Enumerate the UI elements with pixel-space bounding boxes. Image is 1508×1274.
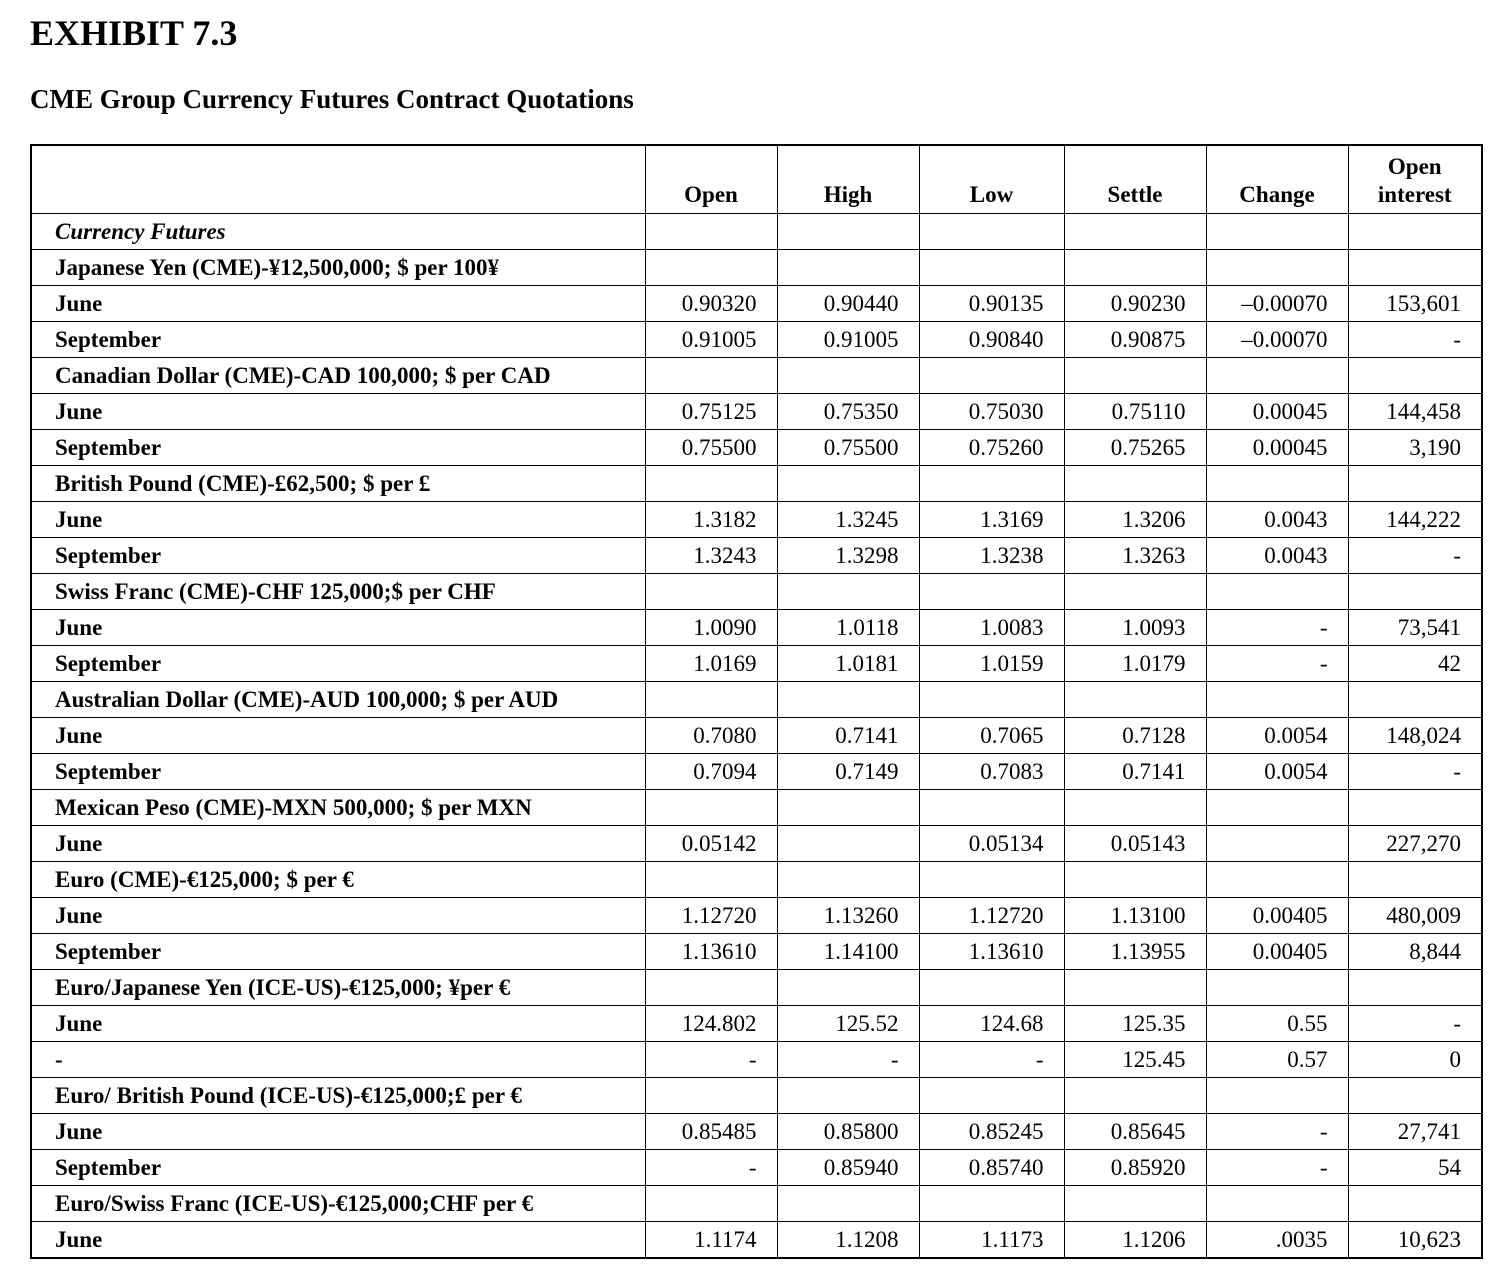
settle-cell (1064, 574, 1206, 610)
settle-cell: 0.7141 (1064, 754, 1206, 790)
open-cell: 0.05142 (645, 826, 777, 862)
header-open: Open (645, 145, 777, 214)
empty-cell (1206, 214, 1348, 250)
header-change: Change (1206, 145, 1348, 214)
change-cell (1206, 790, 1348, 826)
open-cell: 1.12720 (645, 898, 777, 934)
open-cell: 0.85485 (645, 1114, 777, 1150)
change-cell: - (1206, 1150, 1348, 1186)
settle-cell: 0.90230 (1064, 286, 1206, 322)
settle-cell: 1.1206 (1064, 1222, 1206, 1259)
table-row (31, 718, 1482, 754)
header-open-interest-line1: Open (1387, 154, 1442, 179)
row-label-cell: Japanese Yen (CME)-¥12,500,000; $ per 100¥ (31, 250, 645, 286)
settle-cell: 0.90875 (1064, 322, 1206, 358)
low-cell (919, 1078, 1064, 1114)
change-cell (1206, 358, 1348, 394)
low-cell: 0.90135 (919, 286, 1064, 322)
low-cell (919, 250, 1064, 286)
change-cell (1206, 682, 1348, 718)
table-row (31, 1150, 1482, 1186)
settle-cell: 1.0093 (1064, 610, 1206, 646)
row-label-cell: Euro/Swiss Franc (ICE-US)-€125,000;CHF per € (31, 1186, 645, 1222)
low-cell: 1.1173 (919, 1222, 1064, 1259)
table-row (31, 1114, 1482, 1150)
table-row (31, 610, 1482, 646)
row-label-cell: Swiss Franc (CME)-CHF 125,000;$ per CHF (31, 574, 645, 610)
high-cell: 1.1208 (777, 1222, 919, 1259)
table-row (31, 286, 1482, 322)
row-label-cell: September (31, 322, 645, 358)
table-row (31, 646, 1482, 682)
high-cell: 0.85800 (777, 1114, 919, 1150)
open-interest-cell (1348, 862, 1482, 898)
row-label-cell: - (31, 1042, 645, 1078)
settle-cell: 0.85645 (1064, 1114, 1206, 1150)
change-cell: 0.00045 (1206, 430, 1348, 466)
high-cell: 1.0118 (777, 610, 919, 646)
change-cell: 0.0043 (1206, 502, 1348, 538)
open-interest-cell: 144,222 (1348, 502, 1482, 538)
high-cell: 0.7149 (777, 754, 919, 790)
settle-cell: 125.45 (1064, 1042, 1206, 1078)
low-cell: 1.3238 (919, 538, 1064, 574)
table-row (31, 538, 1482, 574)
low-cell: 1.3169 (919, 502, 1064, 538)
open-interest-cell: 153,601 (1348, 286, 1482, 322)
open-cell (645, 466, 777, 502)
open-cell: 0.75125 (645, 394, 777, 430)
low-cell: 0.7065 (919, 718, 1064, 754)
open-cell: 1.1174 (645, 1222, 777, 1259)
low-cell: - (919, 1042, 1064, 1078)
settle-cell: 0.85920 (1064, 1150, 1206, 1186)
change-cell: - (1206, 1114, 1348, 1150)
open-interest-cell: 42 (1348, 646, 1482, 682)
open-cell (645, 250, 777, 286)
table-row (31, 682, 1482, 718)
high-cell: 0.85940 (777, 1150, 919, 1186)
high-cell (777, 826, 919, 862)
high-cell (777, 250, 919, 286)
table-row (31, 466, 1482, 502)
open-cell: 1.0169 (645, 646, 777, 682)
low-cell: 0.90840 (919, 322, 1064, 358)
change-cell: –0.00070 (1206, 322, 1348, 358)
table-row (31, 1042, 1482, 1078)
settle-cell: 0.75265 (1064, 430, 1206, 466)
open-cell: 0.7080 (645, 718, 777, 754)
high-cell: 1.3245 (777, 502, 919, 538)
low-cell: 1.0083 (919, 610, 1064, 646)
open-cell: 1.0090 (645, 610, 777, 646)
row-label-cell: June (31, 826, 645, 862)
low-cell: 0.7083 (919, 754, 1064, 790)
empty-cell (1064, 214, 1206, 250)
high-cell: 0.75350 (777, 394, 919, 430)
open-interest-cell: - (1348, 322, 1482, 358)
high-cell (777, 790, 919, 826)
settle-cell: 1.13955 (1064, 934, 1206, 970)
change-cell: - (1206, 610, 1348, 646)
high-cell (777, 358, 919, 394)
high-cell: 1.13260 (777, 898, 919, 934)
high-cell (777, 466, 919, 502)
table-row (31, 790, 1482, 826)
high-cell: 0.91005 (777, 322, 919, 358)
low-cell: 0.75260 (919, 430, 1064, 466)
table-row (31, 394, 1482, 430)
change-cell: 0.00405 (1206, 898, 1348, 934)
header-low: Low (919, 145, 1064, 214)
header-settle: Settle (1064, 145, 1206, 214)
low-cell (919, 1186, 1064, 1222)
table-row (31, 1006, 1482, 1042)
open-cell: 0.75500 (645, 430, 777, 466)
settle-cell: 1.3263 (1064, 538, 1206, 574)
table-row (31, 862, 1482, 898)
high-cell: 1.14100 (777, 934, 919, 970)
open-cell (645, 358, 777, 394)
table-row (31, 1078, 1482, 1114)
open-interest-cell: 27,741 (1348, 1114, 1482, 1150)
change-cell (1206, 862, 1348, 898)
open-interest-cell: 148,024 (1348, 718, 1482, 754)
settle-cell (1064, 466, 1206, 502)
open-interest-cell: - (1348, 538, 1482, 574)
row-label-cell: June (31, 610, 645, 646)
open-cell: 1.3243 (645, 538, 777, 574)
open-interest-cell: 73,541 (1348, 610, 1482, 646)
open-interest-cell (1348, 1078, 1482, 1114)
high-cell: 1.0181 (777, 646, 919, 682)
open-cell: 124.802 (645, 1006, 777, 1042)
change-cell (1206, 1186, 1348, 1222)
header-row (31, 145, 1482, 214)
settle-cell: 125.35 (1064, 1006, 1206, 1042)
row-label-cell: June (31, 286, 645, 322)
row-label-cell: September (31, 646, 645, 682)
header-open-interest (1348, 145, 1482, 214)
table-row (31, 826, 1482, 862)
table-body (31, 214, 1482, 1259)
settle-cell (1064, 682, 1206, 718)
low-cell: 0.85245 (919, 1114, 1064, 1150)
change-cell: 0.0054 (1206, 754, 1348, 790)
header-blank (31, 145, 645, 214)
open-interest-cell: 144,458 (1348, 394, 1482, 430)
table-row-caption (31, 214, 1482, 250)
low-cell: 1.0159 (919, 646, 1064, 682)
settle-cell: 1.13100 (1064, 898, 1206, 934)
open-cell: 1.13610 (645, 934, 777, 970)
open-interest-cell (1348, 358, 1482, 394)
change-cell (1206, 250, 1348, 286)
open-interest-cell: 8,844 (1348, 934, 1482, 970)
empty-cell (777, 214, 919, 250)
row-label-cell: Euro/Japanese Yen (ICE-US)-€125,000; ¥per € (31, 970, 645, 1006)
table-row (31, 1186, 1482, 1222)
change-cell (1206, 826, 1348, 862)
open-interest-cell (1348, 682, 1482, 718)
header-high: High (777, 145, 919, 214)
row-label-cell: Euro/ British Pound (ICE-US)-€125,000;£ per € (31, 1078, 645, 1114)
open-cell: 1.3182 (645, 502, 777, 538)
row-label-cell: June (31, 394, 645, 430)
low-cell: 0.85740 (919, 1150, 1064, 1186)
row-label-cell: June (31, 1114, 645, 1150)
open-cell (645, 970, 777, 1006)
settle-cell (1064, 358, 1206, 394)
low-cell (919, 790, 1064, 826)
change-cell (1206, 466, 1348, 502)
table-row (31, 358, 1482, 394)
settle-cell (1064, 1078, 1206, 1114)
futures-quotations-table (30, 144, 1483, 1259)
low-cell (919, 862, 1064, 898)
table-subtitle: CME Group Currency Futures Contract Quotations (30, 84, 634, 114)
change-cell: –0.00070 (1206, 286, 1348, 322)
change-cell: 0.57 (1206, 1042, 1348, 1078)
open-interest-cell (1348, 250, 1482, 286)
open-interest-cell (1348, 1186, 1482, 1222)
empty-cell (919, 214, 1064, 250)
exhibit-title: EXHIBIT 7.3 (30, 13, 238, 53)
row-label-cell: September (31, 754, 645, 790)
header-open-interest-line2: interest (1377, 182, 1452, 207)
high-cell: - (777, 1042, 919, 1078)
table-row (31, 250, 1482, 286)
low-cell (919, 970, 1064, 1006)
table-row (31, 574, 1482, 610)
open-cell: 0.90320 (645, 286, 777, 322)
open-interest-cell: - (1348, 1006, 1482, 1042)
table-row (31, 970, 1482, 1006)
open-cell: 0.91005 (645, 322, 777, 358)
open-cell: - (645, 1042, 777, 1078)
row-label-cell: September (31, 430, 645, 466)
high-cell (777, 574, 919, 610)
settle-cell: 1.3206 (1064, 502, 1206, 538)
open-interest-cell: 480,009 (1348, 898, 1482, 934)
row-label-cell: Mexican Peso (CME)-MXN 500,000; $ per MXN (31, 790, 645, 826)
low-cell: 0.05134 (919, 826, 1064, 862)
low-cell (919, 358, 1064, 394)
open-interest-cell (1348, 574, 1482, 610)
open-cell (645, 862, 777, 898)
low-cell (919, 682, 1064, 718)
settle-cell (1064, 1186, 1206, 1222)
row-label-cell: September (31, 538, 645, 574)
settle-cell: 1.0179 (1064, 646, 1206, 682)
open-cell (645, 574, 777, 610)
table-row (31, 430, 1482, 466)
row-label-cell: September (31, 1150, 645, 1186)
change-cell: .0035 (1206, 1222, 1348, 1259)
row-label-cell: June (31, 898, 645, 934)
open-interest-cell (1348, 970, 1482, 1006)
low-cell: 1.13610 (919, 934, 1064, 970)
high-cell (777, 682, 919, 718)
settle-cell (1064, 862, 1206, 898)
open-interest-cell: 54 (1348, 1150, 1482, 1186)
table-row (31, 502, 1482, 538)
open-interest-cell: 3,190 (1348, 430, 1482, 466)
row-label-cell: June (31, 502, 645, 538)
open-interest-cell: 0 (1348, 1042, 1482, 1078)
high-cell (777, 862, 919, 898)
row-label-cell: British Pound (CME)-£62,500; $ per £ (31, 466, 645, 502)
settle-cell (1064, 790, 1206, 826)
table-header (31, 145, 1482, 214)
high-cell: 0.90440 (777, 286, 919, 322)
settle-cell: 0.05143 (1064, 826, 1206, 862)
table-row (31, 322, 1482, 358)
change-cell (1206, 970, 1348, 1006)
open-interest-cell: - (1348, 754, 1482, 790)
change-cell: 0.0054 (1206, 718, 1348, 754)
open-cell (645, 1186, 777, 1222)
row-label-cell: September (31, 934, 645, 970)
settle-cell (1064, 250, 1206, 286)
high-cell: 0.75500 (777, 430, 919, 466)
settle-cell: 0.7128 (1064, 718, 1206, 754)
change-cell: 0.00405 (1206, 934, 1348, 970)
open-interest-cell: 227,270 (1348, 826, 1482, 862)
change-cell (1206, 574, 1348, 610)
high-cell (777, 970, 919, 1006)
empty-cell (645, 214, 777, 250)
change-cell: 0.00045 (1206, 394, 1348, 430)
open-cell (645, 1078, 777, 1114)
open-interest-cell: 10,623 (1348, 1222, 1482, 1259)
empty-cell (1348, 214, 1482, 250)
table-row (31, 754, 1482, 790)
high-cell (777, 1078, 919, 1114)
table-row (31, 1222, 1482, 1259)
open-cell: - (645, 1150, 777, 1186)
table-row (31, 898, 1482, 934)
change-cell: 0.0043 (1206, 538, 1348, 574)
high-cell: 0.7141 (777, 718, 919, 754)
caption-cell: Currency Futures (31, 214, 645, 250)
open-cell: 0.7094 (645, 754, 777, 790)
open-cell (645, 790, 777, 826)
settle-cell: 0.75110 (1064, 394, 1206, 430)
settle-cell (1064, 970, 1206, 1006)
row-label-cell: June (31, 1006, 645, 1042)
row-label-cell: Canadian Dollar (CME)-CAD 100,000; $ per CAD (31, 358, 645, 394)
high-cell: 125.52 (777, 1006, 919, 1042)
open-interest-cell (1348, 466, 1482, 502)
change-cell: 0.55 (1206, 1006, 1348, 1042)
row-label-cell: June (31, 718, 645, 754)
table-row (31, 934, 1482, 970)
high-cell (777, 1186, 919, 1222)
open-interest-cell (1348, 790, 1482, 826)
row-label-cell: Euro (CME)-€125,000; $ per € (31, 862, 645, 898)
low-cell (919, 466, 1064, 502)
open-cell (645, 682, 777, 718)
row-label-cell: Australian Dollar (CME)-AUD 100,000; $ per AUD (31, 682, 645, 718)
change-cell: - (1206, 646, 1348, 682)
low-cell: 1.12720 (919, 898, 1064, 934)
low-cell: 124.68 (919, 1006, 1064, 1042)
low-cell (919, 574, 1064, 610)
row-label-cell: June (31, 1222, 645, 1259)
change-cell (1206, 1078, 1348, 1114)
high-cell: 1.3298 (777, 538, 919, 574)
low-cell: 0.75030 (919, 394, 1064, 430)
